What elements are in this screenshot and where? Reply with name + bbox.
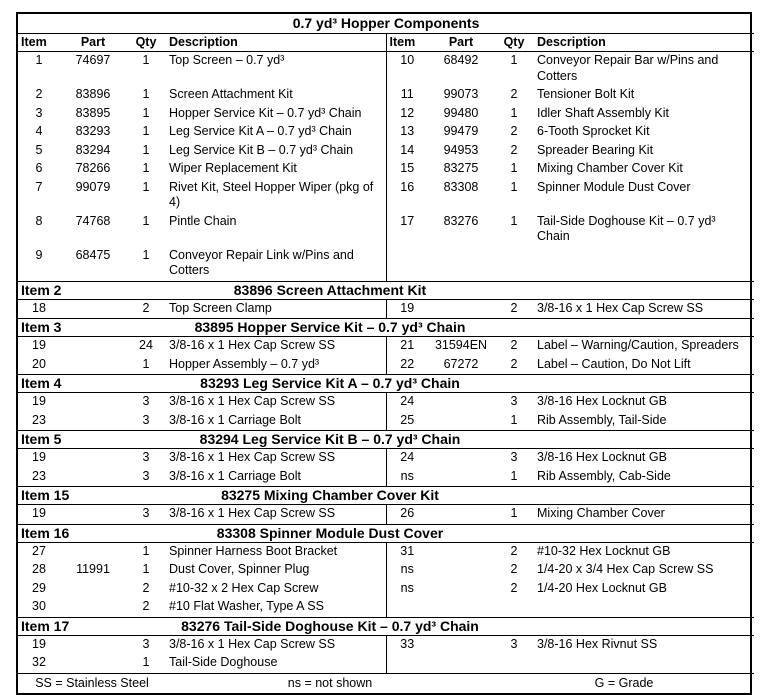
item-number: 19 — [386, 299, 428, 319]
part-number: 74697 — [75, 53, 111, 67]
table-row — [18, 635, 754, 654]
quantity: 3 — [142, 394, 150, 408]
description: 3/8-16 Hex Locknut GB — [537, 450, 667, 464]
description: 3/8-16 x 1 Hex Cap Screw SS — [169, 338, 336, 352]
column-header-row — [18, 34, 754, 52]
col-header-item: Item — [386, 34, 428, 52]
quantity: 1 — [142, 247, 150, 262]
item-number: 22 — [386, 356, 428, 375]
part-number — [60, 580, 126, 599]
quantity: 3 — [142, 450, 150, 464]
item-number: 31 — [386, 542, 428, 561]
part-number — [428, 505, 494, 525]
item-number: 24 — [386, 393, 428, 412]
quantity: 3 — [142, 636, 150, 651]
description: 6-Tooth Sprocket Kit — [537, 124, 650, 138]
table-row — [18, 542, 754, 561]
item-number: 33 — [386, 635, 428, 654]
kit-header-row — [18, 487, 754, 505]
table-row — [18, 299, 754, 319]
item-number: ns — [386, 468, 428, 487]
parts-table-sheet — [16, 12, 752, 695]
item-number: 20 — [32, 356, 46, 371]
table-row — [18, 142, 754, 161]
item-number: 28 — [32, 562, 46, 576]
item-number: 1 — [35, 53, 43, 67]
kit-item-label: Item 16 — [18, 524, 126, 542]
description: Idler Shaft Assembly Kit — [537, 105, 670, 120]
table-row — [18, 468, 754, 487]
legend-grade: G = Grade — [494, 673, 754, 693]
table-row — [18, 105, 754, 124]
kit-title: 83293 Leg Service Kit A – 0.7 yd³ Chain — [126, 375, 534, 393]
item-number: 8 — [35, 213, 43, 228]
parts-table — [18, 14, 754, 693]
part-number: 94953 — [443, 142, 479, 157]
quantity: 3 — [510, 450, 518, 464]
item-number: ns — [386, 561, 428, 580]
quantity: 24 — [139, 338, 153, 352]
description: Leg Service Kit B – 0.7 yd³ Chain — [169, 142, 354, 157]
part-number — [60, 505, 126, 525]
description: Leg Service Kit A – 0.7 yd³ Chain — [169, 124, 352, 138]
description: 3/8-16 x 1 Carriage Bolt — [169, 468, 302, 483]
quantity: 3 — [142, 468, 150, 483]
description: Label – Warning/Caution, Spreaders — [537, 338, 739, 352]
item-number — [386, 247, 428, 282]
description: Top Screen Clamp — [169, 300, 272, 315]
part-number — [428, 542, 494, 561]
item-number: 19 — [32, 506, 46, 520]
table-title: 0.7 yd³ Hopper Components — [18, 14, 754, 34]
description: 3/8-16 Hex Locknut GB — [537, 394, 667, 408]
quantity: 1 — [142, 124, 150, 138]
quantity: 2 — [510, 142, 518, 157]
item-number: 13 — [386, 123, 428, 142]
item-number: 19 — [32, 450, 46, 464]
quantity: 1 — [142, 87, 150, 101]
part-number — [60, 542, 126, 561]
kit-item-label: Item 4 — [18, 375, 126, 393]
description: Spinner Module Dust Cover — [537, 179, 691, 194]
kit-item-label: Item 15 — [18, 487, 126, 505]
part-number: 74768 — [75, 213, 111, 228]
table-row — [18, 412, 754, 431]
item-number: 17 — [386, 213, 428, 247]
kit-header-spacer — [534, 617, 754, 635]
table-row — [18, 356, 754, 375]
item-number: 11 — [386, 86, 428, 105]
part-number: 83896 — [75, 87, 111, 101]
description: Mixing Chamber Cover Kit — [537, 161, 683, 175]
kit-title: 83275 Mixing Chamber Cover Kit — [126, 487, 534, 505]
quantity: 2 — [510, 356, 518, 371]
part-number: 83308 — [443, 179, 479, 194]
description: Label – Caution, Do Not Lift — [537, 356, 691, 371]
quantity: 1 — [142, 562, 150, 576]
description: Rib Assembly, Tail-Side — [537, 412, 667, 427]
col-header-item: Item — [18, 34, 60, 52]
kit-header-spacer — [534, 319, 754, 337]
part-number: 31594EN — [434, 338, 488, 352]
part-number: 78266 — [75, 161, 111, 175]
quantity: 1 — [142, 179, 150, 194]
part-number — [428, 393, 494, 412]
kit-title: 83895 Hopper Service Kit – 0.7 yd³ Chain — [126, 319, 534, 337]
item-number: 26 — [386, 505, 428, 525]
part-number — [428, 468, 494, 487]
quantity: 2 — [510, 543, 518, 558]
part-number: 11991 — [76, 562, 110, 576]
description: Hopper Service Kit – 0.7 yd³ Chain — [169, 105, 362, 120]
quantity: 1 — [510, 161, 518, 175]
part-number: 83294 — [75, 142, 111, 157]
item-number: 18 — [32, 300, 46, 315]
part-number — [60, 393, 126, 412]
description — [534, 598, 754, 617]
description — [534, 654, 754, 673]
quantity: 3 — [142, 412, 150, 427]
quantity: 2 — [142, 580, 150, 595]
quantity: 1 — [510, 468, 518, 483]
kit-header-spacer — [534, 524, 754, 542]
description: Wiper Replacement Kit — [169, 161, 297, 175]
part-number — [428, 635, 494, 654]
quantity: 3 — [510, 636, 518, 651]
part-number — [60, 635, 126, 654]
part-number — [60, 337, 126, 356]
description: Screen Attachment Kit — [169, 87, 293, 101]
part-number — [60, 449, 126, 468]
quantity: 1 — [142, 213, 150, 228]
description: #10-32 Hex Locknut GB — [537, 543, 671, 558]
part-number: 83293 — [75, 124, 111, 138]
part-number: 99079 — [75, 179, 111, 194]
item-number: 19 — [32, 338, 46, 352]
description: Dust Cover, Spinner Plug — [169, 562, 310, 576]
item-number: 14 — [386, 142, 428, 161]
item-number: 23 — [32, 412, 46, 427]
col-header-part: Part — [60, 34, 126, 52]
item-number: 23 — [32, 468, 46, 483]
quantity: 2 — [510, 338, 518, 352]
description: Tensioner Bolt Kit — [537, 87, 635, 101]
table-row — [18, 449, 754, 468]
item-number: 27 — [32, 543, 46, 558]
part-number — [60, 299, 126, 319]
part-number — [60, 598, 126, 617]
quantity — [494, 247, 534, 282]
description: Pintle Chain — [169, 213, 237, 228]
col-header-qty: Qty — [126, 34, 166, 52]
quantity: 1 — [510, 506, 518, 520]
description: 3/8-16 x 1 Hex Cap Screw SS — [169, 506, 336, 520]
table-row — [18, 654, 754, 673]
table-row — [18, 86, 754, 105]
item-number: 5 — [35, 142, 43, 157]
description — [534, 247, 754, 282]
quantity: 1 — [142, 356, 150, 371]
quantity: 2 — [510, 124, 518, 138]
kit-header-spacer — [534, 281, 754, 299]
item-number — [386, 598, 428, 617]
item-number: 32 — [32, 655, 46, 669]
table-row — [18, 52, 754, 87]
item-number: 6 — [35, 161, 43, 175]
item-number: 19 — [32, 394, 46, 408]
part-number — [428, 654, 494, 673]
quantity: 2 — [142, 300, 150, 315]
table-row — [18, 247, 754, 282]
kit-header-spacer — [534, 375, 754, 393]
description: Spinner Harness Boot Bracket — [169, 543, 338, 558]
quantity: 1 — [510, 412, 518, 427]
item-number: 3 — [35, 105, 43, 120]
description: Rib Assembly, Cab-Side — [537, 468, 671, 483]
kit-title: 83294 Leg Service Kit B – 0.7 yd³ Chain — [126, 431, 534, 449]
table-row — [18, 179, 754, 213]
kit-header-row — [18, 319, 754, 337]
part-number: 83895 — [75, 105, 111, 120]
description: 1/4-20 x 3/4 Hex Cap Screw SS — [537, 562, 714, 576]
description: 3/8-16 x 1 Carriage Bolt — [169, 412, 302, 427]
kit-title: 83308 Spinner Module Dust Cover — [126, 524, 534, 542]
item-number: 19 — [32, 636, 46, 651]
quantity: 1 — [142, 655, 150, 669]
quantity: 2 — [510, 300, 518, 315]
description: Conveyor Repair Bar w/Pins and Cotters — [537, 53, 719, 83]
part-number — [428, 449, 494, 468]
part-number — [428, 412, 494, 431]
quantity: 1 — [142, 142, 150, 157]
item-number: ns — [386, 580, 428, 599]
legend-stainless-steel: SS = Stainless Steel — [18, 673, 166, 693]
table-row — [18, 337, 754, 356]
description: 3/8-16 x 1 Hex Cap Screw SS — [169, 394, 336, 408]
part-number: 68475 — [75, 247, 111, 262]
item-number: 12 — [386, 105, 428, 124]
item-number: 25 — [386, 412, 428, 431]
item-number: 2 — [35, 87, 43, 101]
kit-header-row — [18, 617, 754, 635]
quantity: 1 — [142, 543, 150, 558]
quantity: 3 — [510, 394, 518, 408]
table-row — [18, 393, 754, 412]
description: Hopper Assembly – 0.7 yd³ — [169, 356, 320, 371]
kit-header-spacer — [534, 487, 754, 505]
part-number: 67272 — [443, 356, 479, 371]
kit-header-row — [18, 281, 754, 299]
table-row — [18, 123, 754, 142]
item-number: 16 — [386, 179, 428, 213]
description: Mixing Chamber Cover — [537, 506, 665, 520]
item-number: 10 — [386, 52, 428, 87]
legend-not-shown: ns = not shown — [166, 673, 494, 693]
item-number: 30 — [32, 599, 46, 613]
part-number: 83276 — [443, 213, 479, 228]
description: 3/8-16 x 1 Hex Cap Screw SS — [169, 450, 336, 464]
part-number: 68492 — [443, 53, 479, 67]
part-number — [428, 598, 494, 617]
kit-title: 83896 Screen Attachment Kit — [126, 281, 534, 299]
kit-header-row — [18, 375, 754, 393]
kit-item-label: Item 2 — [18, 281, 126, 299]
quantity: 1 — [142, 53, 150, 67]
item-number: 4 — [35, 124, 43, 138]
part-number — [60, 356, 126, 375]
part-number — [60, 654, 126, 673]
quantity: 2 — [510, 562, 518, 576]
item-number — [386, 654, 428, 673]
table-row — [18, 561, 754, 580]
table-row — [18, 213, 754, 247]
col-header-description: Description — [534, 34, 754, 52]
item-number: 24 — [386, 449, 428, 468]
quantity: 1 — [142, 161, 150, 175]
part-number — [428, 247, 494, 282]
kit-item-label: Item 5 — [18, 431, 126, 449]
col-header-part: Part — [428, 34, 494, 52]
table-row — [18, 598, 754, 617]
kit-header-row — [18, 431, 754, 449]
table-row — [18, 505, 754, 525]
description: Spreader Bearing Kit — [537, 142, 654, 157]
item-number: 9 — [35, 247, 43, 262]
part-number — [428, 299, 494, 319]
part-number — [60, 412, 126, 431]
quantity: 1 — [510, 213, 518, 228]
quantity: 2 — [510, 87, 518, 101]
description: Conveyor Repair Link w/Pins and Cotters — [169, 247, 354, 277]
quantity: 1 — [142, 105, 150, 120]
description: #10 Flat Washer, Type A SS — [169, 599, 324, 613]
kit-header-row — [18, 524, 754, 542]
description: Tail-Side Doghouse Kit – 0.7 yd³ Chain — [537, 213, 716, 243]
item-number: 15 — [386, 160, 428, 179]
part-number — [428, 580, 494, 599]
item-number: 21 — [386, 337, 428, 356]
quantity: 1 — [510, 53, 518, 67]
item-number: 7 — [35, 179, 43, 194]
part-number: 99480 — [443, 105, 479, 120]
quantity: 2 — [142, 599, 150, 613]
description: #10-32 x 2 Hex Cap Screw — [169, 580, 319, 595]
table-row — [18, 580, 754, 599]
col-header-qty: Qty — [494, 34, 534, 52]
table-row — [18, 160, 754, 179]
col-header-description: Description — [166, 34, 386, 52]
quantity: 2 — [510, 580, 518, 595]
part-number: 83275 — [443, 161, 479, 175]
item-number: 29 — [32, 580, 46, 595]
kit-item-label: Item 3 — [18, 319, 126, 337]
quantity: 1 — [510, 105, 518, 120]
description: 3/8-16 Hex Rivnut SS — [537, 636, 658, 651]
kit-title: 83276 Tail-Side Doghouse Kit – 0.7 yd³ Chain — [126, 617, 534, 635]
description: 1/4-20 Hex Locknut GB — [537, 580, 667, 595]
quantity — [494, 654, 534, 673]
description: Top Screen – 0.7 yd³ — [169, 53, 285, 67]
quantity: 3 — [142, 506, 150, 520]
description: Tail-Side Doghouse — [169, 655, 278, 669]
part-number: 99073 — [443, 87, 479, 101]
kit-header-spacer — [534, 431, 754, 449]
part-number — [60, 468, 126, 487]
description: Rivet Kit, Steel Hopper Wiper (pkg of 4) — [169, 179, 374, 209]
kit-item-label: Item 17 — [18, 617, 126, 635]
quantity: 1 — [510, 179, 518, 194]
quantity — [494, 598, 534, 617]
description: 3/8-16 x 1 Hex Cap Screw SS — [537, 300, 704, 315]
part-number: 99479 — [443, 124, 479, 138]
description: 3/8-16 x 1 Hex Cap Screw SS — [169, 636, 336, 651]
part-number — [428, 561, 494, 580]
